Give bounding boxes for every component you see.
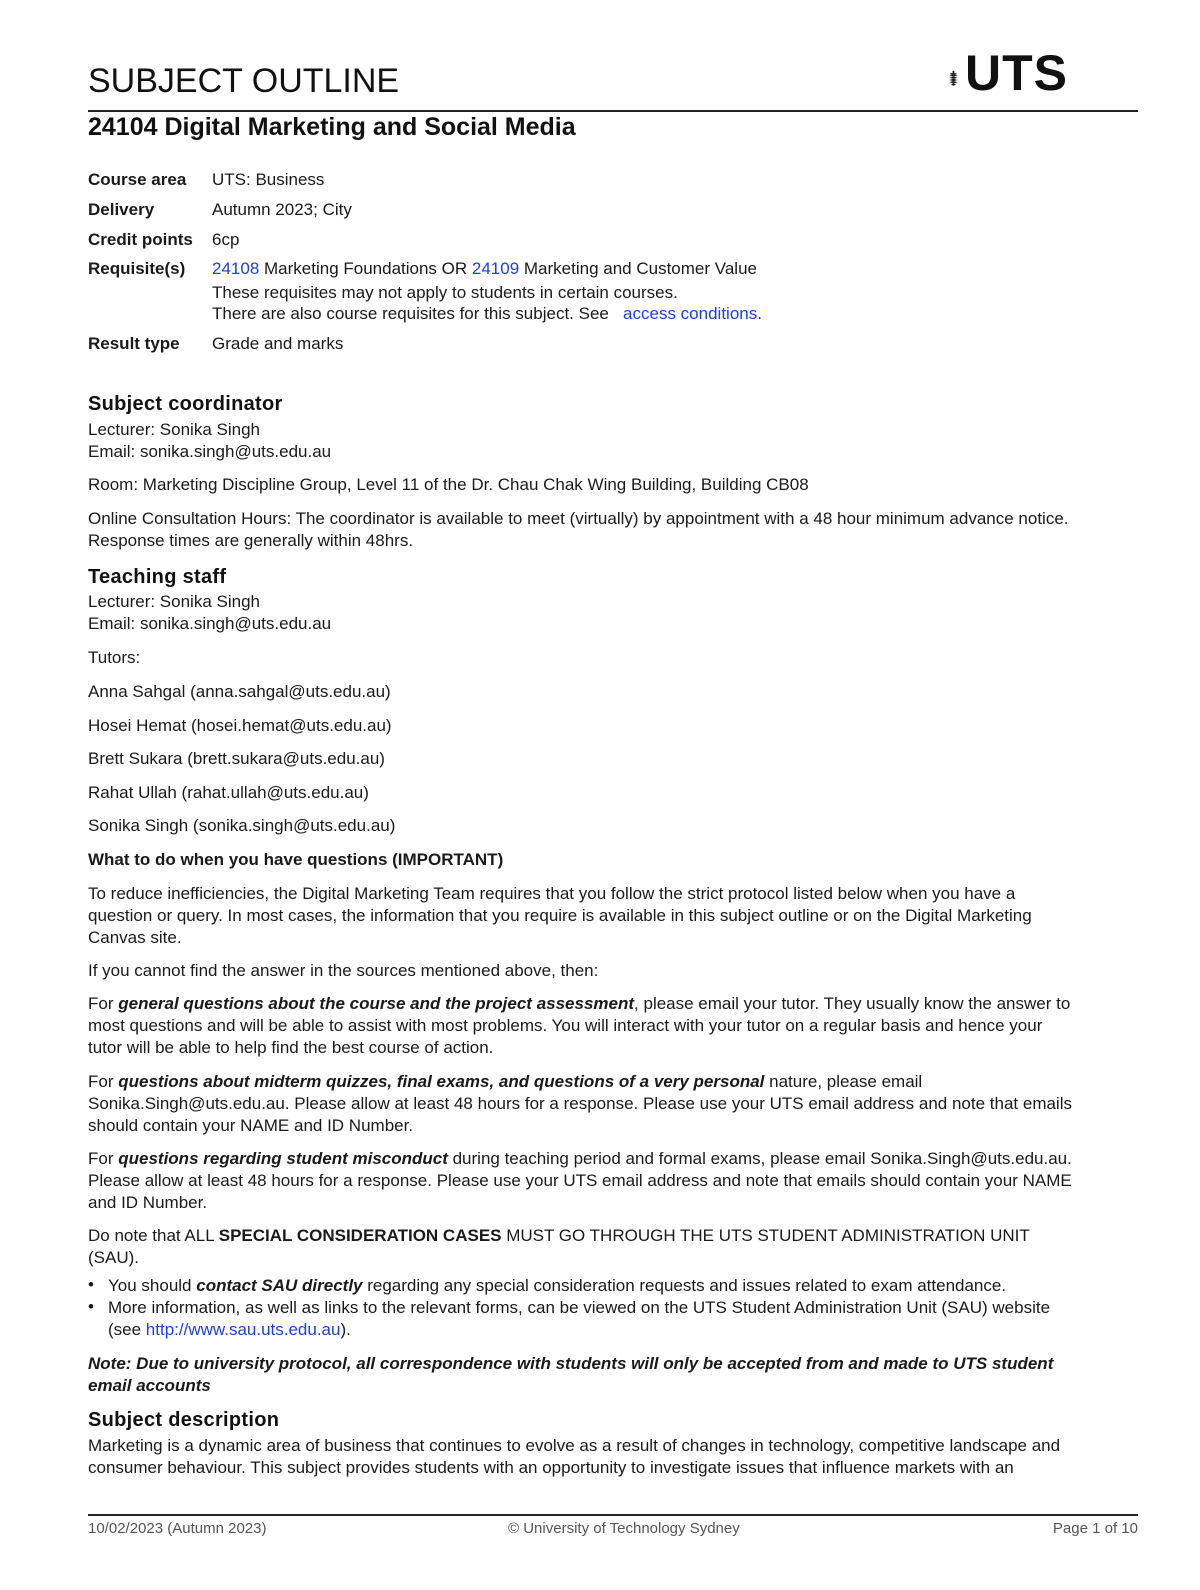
questions-p6: (SAU). <box>88 1248 139 1267</box>
coordinator-lecturer: Lecturer: Sonika Singh <box>88 420 260 439</box>
questions-p5: and ID Number. <box>88 1193 208 1212</box>
doc-title: SUBJECT OUTLINE <box>88 62 400 100</box>
questions-p2: If you cannot find the answer in the sources mentioned above, then: <box>88 961 599 980</box>
description-text: consumer behaviour. This subject provides students with an opportunity to investigate issues that influence markets with an <box>88 1458 1014 1477</box>
requisites-note: These requisites may not apply to students in certain courses. <box>212 283 678 302</box>
questions-p1: To reduce inefficiencies, the Digital Marketing Team requires that you follow the strict protocol listed below when you have a <box>88 884 1016 903</box>
list-item-text: You should contact SAU directly regarding any special consideration requests and issues related to exam attendance. <box>108 1276 1007 1295</box>
header <box>88 45 1138 112</box>
coordinator-heading: Subject coordinator <box>88 393 283 415</box>
requisite-name: Marketing and Customer Value <box>519 259 757 278</box>
meta-label: Requisite(s) <box>88 259 186 278</box>
meta-label: Result type <box>88 334 180 353</box>
description-text: Marketing is a dynamic area of business that continues to evolve as a result of changes in technology, competitive landscape and <box>88 1436 1061 1455</box>
meta-label: Delivery <box>88 200 155 219</box>
questions-p4: Sonika.Singh@uts.edu.au. Please allow at least 48 hours for a response. Please use your UTS email address and note that emails <box>88 1094 1072 1113</box>
footer-copyright: © University of Technology Sydney <box>508 1520 740 1537</box>
teaching-heading: Teaching staff <box>88 566 227 588</box>
questions-p1: Canvas site. <box>88 928 182 947</box>
requisite-name: Marketing Foundations OR <box>259 259 472 278</box>
document-page <box>88 0 1138 1590</box>
tutor-item: Anna Sahgal (anna.sahgal@uts.edu.au) <box>88 682 391 701</box>
coordinator-response: Response times are generally within 48hrs. <box>88 531 414 550</box>
tutor-item: Sonika Singh (sonika.singh@uts.edu.au) <box>88 816 396 835</box>
questions-p5: Please allow at least 48 hours for a response. Please use your UTS email address and note that emails should contain your NAME <box>88 1171 1072 1190</box>
questions-p5: For questions regarding student misconduct during teaching period and formal exams, please email Sonika.Singh@uts.edu.au. <box>88 1149 1072 1168</box>
questions-p4: For questions about midterm quizzes, final exams, and questions of a very personal nature, please email <box>88 1072 923 1091</box>
questions-p4: should contain your NAME and ID Number. <box>88 1116 414 1135</box>
footer-page-number: Page 1 of 10 <box>1052 1520 1138 1537</box>
list-item-text: More information, as well as links to the relevant forms, can be viewed on the UTS Student Administration Unit (SAU) website <box>108 1298 1051 1317</box>
note-line: Note: Due to university protocol, all correspondence with students will only be accepted from and made to UTS student <box>88 1354 1054 1373</box>
meta-label: Course area <box>88 170 187 189</box>
note-line: email accounts <box>88 1376 211 1395</box>
meta-value <box>212 259 757 279</box>
questions-p1: question or query. In most cases, the information that you require is available in this subject outline or on the Digital Marketing <box>88 906 1032 925</box>
tutor-item: Brett Sukara (brett.sukara@uts.edu.au) <box>88 749 385 768</box>
sau-website-link[interactable]: http://www.sau.uts.edu.au <box>145 1320 341 1339</box>
meta-label: Credit points <box>88 230 193 249</box>
uts-logo-text: UTS <box>965 45 1068 101</box>
meta-value: UTS: Business <box>212 170 325 189</box>
tutor-item: Hosei Hemat (hosei.hemat@uts.edu.au) <box>88 716 392 735</box>
requisite-link-24108[interactable]: 24108 <box>212 259 260 278</box>
questions-p3: For general questions about the course and the project assessment, please email your tutor. They usually know the answer to <box>88 994 1071 1013</box>
description-heading: Subject description <box>88 1409 280 1431</box>
teaching-email: Email: sonika.singh@uts.edu.au <box>88 614 332 633</box>
subject-title: 24104 Digital Marketing and Social Media <box>88 113 576 141</box>
requisites-note: There are also course requisites for this subject. See access conditions. <box>212 304 762 323</box>
footer-rule <box>88 1514 1138 1516</box>
coordinator-consult: Online Consultation Hours: The coordinator is available to meet (virtually) by appointment with a 48 hour minimum advance notice. <box>88 509 1069 528</box>
requisite-link-24109[interactable]: 24109 <box>471 259 520 278</box>
questions-heading: What to do when you have questions (IMPORTANT) <box>88 850 504 869</box>
list-item-text: (see http://www.sau.uts.edu.au). <box>108 1320 351 1339</box>
access-conditions-link[interactable]: access conditions <box>623 304 758 323</box>
questions-p3: most questions and will be able to assist with most problems. You will interact with your tutor on a regular basis and hence your <box>88 1016 1043 1035</box>
tutors-label: Tutors: <box>88 648 141 667</box>
bullet-icon: • <box>88 1297 94 1316</box>
bullet-icon: • <box>88 1275 94 1294</box>
coordinator-email: Email: sonika.singh@uts.edu.au <box>88 442 332 461</box>
meta-value: 6cp <box>212 230 240 249</box>
questions-p3: tutor will be able to help find the best course of action. <box>88 1038 494 1057</box>
footer-date: 10/02/2023 (Autumn 2023) <box>88 1520 267 1537</box>
meta-value: Autumn 2023; City <box>212 200 352 219</box>
tutor-item: Rahat Ullah (rahat.ullah@uts.edu.au) <box>88 783 369 802</box>
questions-p6: Do note that ALL SPECIAL CONSIDERATION CASES MUST GO THROUGH THE UTS STUDENT ADMINISTRATION UNIT <box>88 1226 1030 1245</box>
header-rule <box>88 110 1138 112</box>
teaching-lecturer: Lecturer: Sonika Singh <box>88 592 260 611</box>
coordinator-room: Room: Marketing Discipline Group, Level 11 of the Dr. Chau Chak Wing Building, Building CB08 <box>88 475 809 494</box>
meta-value: Grade and marks <box>212 334 344 353</box>
